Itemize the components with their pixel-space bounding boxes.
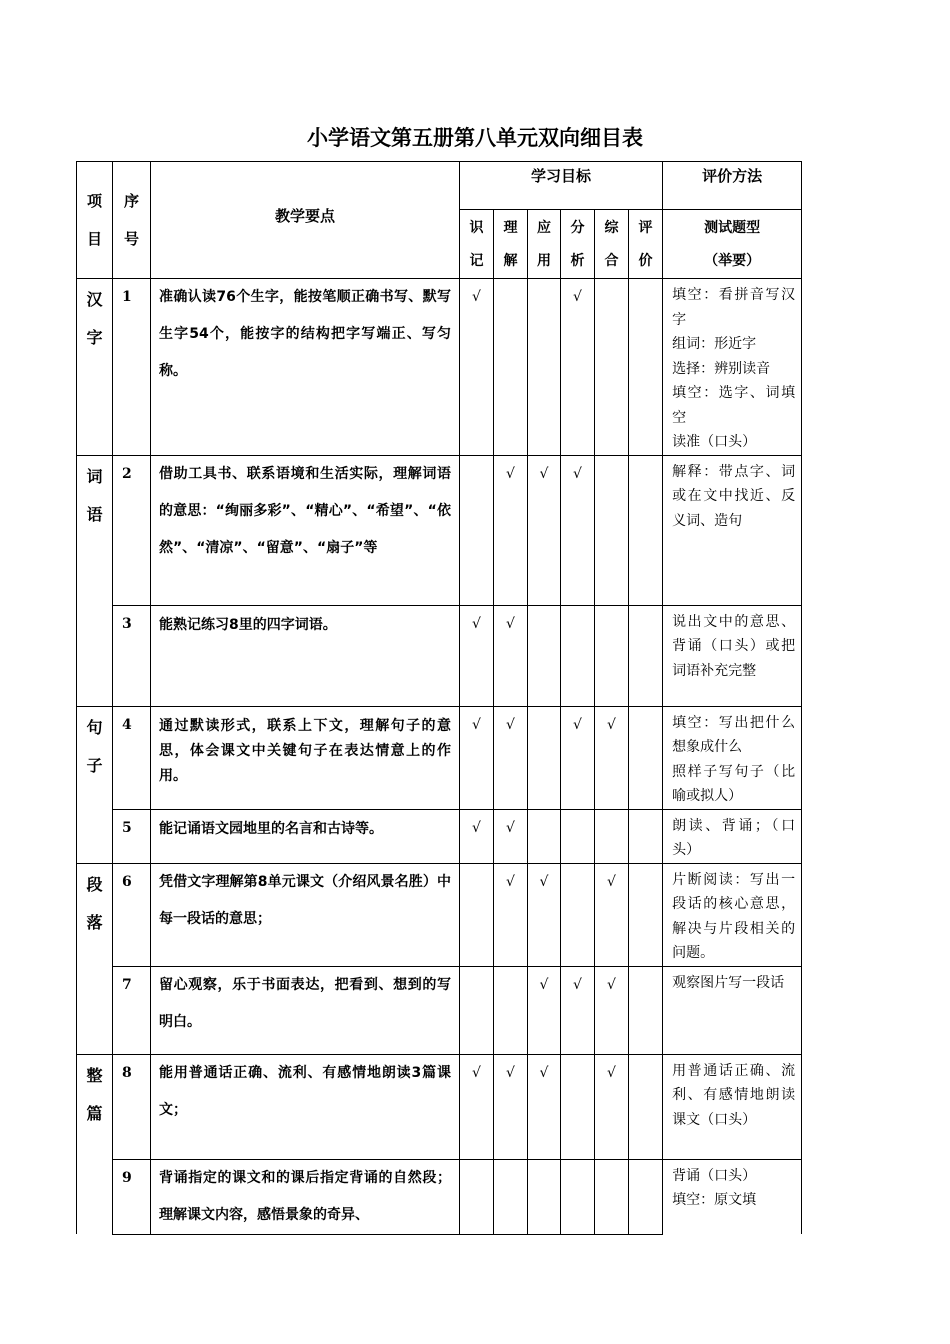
method-line: 填空：写出把什么想象成什么 bbox=[672, 714, 796, 755]
check-cell bbox=[460, 455, 494, 605]
row-seq: 8 bbox=[113, 1054, 151, 1159]
check-cell bbox=[528, 706, 561, 809]
row-point: 能记诵语文园地里的名言和古诗等。 bbox=[151, 809, 460, 863]
check-mark-icon: √ bbox=[573, 465, 582, 482]
check-mark-icon: √ bbox=[472, 716, 481, 733]
check-mark-icon: √ bbox=[472, 1064, 481, 1081]
goal-col-apply: 应 用 bbox=[528, 210, 561, 279]
method-line: 填空：看拼音写汉字 bbox=[672, 287, 796, 328]
method-line: 填空：原文填 bbox=[672, 1192, 757, 1208]
check-cell bbox=[561, 1159, 595, 1234]
row-seq: 4 bbox=[113, 706, 151, 809]
check-cell bbox=[528, 1054, 561, 1159]
row-seq: 1 bbox=[113, 279, 151, 456]
check-mark-icon: √ bbox=[607, 1064, 616, 1081]
table-row bbox=[77, 809, 802, 863]
check-cell bbox=[494, 455, 528, 605]
check-mark-icon: √ bbox=[539, 873, 549, 890]
method-line: 读准（口头） bbox=[672, 434, 757, 450]
check-cell bbox=[494, 809, 528, 863]
method-line: 用普通话正确、流利、有感情地朗读课文（口头） bbox=[672, 1062, 796, 1128]
check-cell bbox=[595, 966, 629, 1054]
table-row bbox=[77, 966, 802, 1054]
table-row bbox=[77, 1054, 802, 1159]
method-line: 解释：带点字、词或在文中找近、反义词、造句 bbox=[672, 463, 796, 529]
check-mark-icon: √ bbox=[607, 873, 616, 890]
goal-col-understand: 理 解 bbox=[494, 210, 528, 279]
table-row bbox=[77, 863, 802, 966]
row-method bbox=[663, 706, 802, 809]
check-mark-icon: √ bbox=[472, 289, 481, 305]
check-cell bbox=[595, 1159, 629, 1234]
check-cell bbox=[595, 706, 629, 809]
category-juzi: 句 子 bbox=[77, 706, 113, 863]
check-mark-icon: √ bbox=[539, 465, 549, 482]
check-cell bbox=[561, 863, 595, 966]
check-cell bbox=[561, 455, 595, 605]
check-cell bbox=[528, 455, 561, 605]
check-cell bbox=[528, 966, 561, 1054]
check-mark-icon: √ bbox=[506, 873, 515, 890]
check-cell bbox=[561, 706, 595, 809]
category-ciyu: 词 语 bbox=[77, 455, 113, 706]
method-line: 朗读、背诵；（口头） bbox=[672, 817, 796, 858]
check-mark-icon: √ bbox=[472, 819, 481, 836]
outline-table bbox=[76, 161, 802, 1235]
category-zhengpian: 整 篇 bbox=[77, 1054, 113, 1234]
row-seq: 9 bbox=[113, 1159, 151, 1234]
method-line: 说出文中的意思、背诵（口头）或把词语补充完整 bbox=[672, 613, 796, 679]
row-seq: 3 bbox=[113, 605, 151, 706]
row-seq: 6 bbox=[113, 863, 151, 966]
row-method bbox=[663, 605, 802, 706]
table-row bbox=[77, 1159, 802, 1234]
table-row bbox=[77, 605, 802, 706]
check-mark-icon: √ bbox=[506, 716, 515, 733]
check-cell bbox=[629, 279, 663, 456]
check-mark-icon: √ bbox=[573, 289, 582, 305]
check-cell bbox=[494, 966, 528, 1054]
row-method bbox=[663, 966, 802, 1054]
row-point: 凭借文字理解第8单元课文（介绍风景名胜）中每一段话的意思； bbox=[151, 863, 460, 966]
check-cell bbox=[460, 1054, 494, 1159]
row-method bbox=[663, 1159, 802, 1234]
row-method bbox=[663, 455, 802, 605]
row-point: 留心观察，乐于书面表达，把看到、想到的写明白。 bbox=[151, 966, 460, 1054]
row-point: 准确认读76个生字，能按笔顺正确书写、默写生字54个，能按字的结构把字写端正、写匀称。 bbox=[151, 279, 460, 456]
header-test-type: 测试题型 （举要） bbox=[663, 210, 802, 279]
check-cell bbox=[494, 1159, 528, 1234]
row-point: 背诵指定的课文和的课后指定背诵的自然段；理解课文内容，感悟景象的奇异、 bbox=[151, 1159, 460, 1234]
check-mark-icon: √ bbox=[539, 1064, 549, 1081]
table-row bbox=[77, 706, 802, 809]
check-cell bbox=[528, 1159, 561, 1234]
check-cell bbox=[629, 863, 663, 966]
check-cell bbox=[561, 1054, 595, 1159]
header-item: 项 目 bbox=[77, 162, 113, 279]
check-cell bbox=[561, 279, 595, 456]
check-cell bbox=[494, 706, 528, 809]
table-row bbox=[77, 279, 802, 456]
method-line: 照样子写句子（比喻或拟人） bbox=[672, 763, 796, 804]
check-cell bbox=[629, 966, 663, 1054]
check-cell bbox=[494, 605, 528, 706]
row-method bbox=[663, 863, 802, 966]
row-point: 通过默读形式，联系上下文，理解句子的意思，体会课文中关键句子在表达情意上的作用。 bbox=[151, 706, 460, 809]
check-mark-icon: √ bbox=[573, 716, 582, 733]
row-method bbox=[663, 1054, 802, 1159]
check-cell bbox=[595, 809, 629, 863]
check-cell bbox=[595, 605, 629, 706]
check-cell bbox=[528, 279, 561, 456]
goal-col-evaluate: 评 价 bbox=[629, 210, 663, 279]
check-cell bbox=[460, 706, 494, 809]
check-mark-icon: √ bbox=[573, 976, 582, 993]
check-cell bbox=[595, 863, 629, 966]
check-cell bbox=[595, 1054, 629, 1159]
check-cell bbox=[460, 809, 494, 863]
check-cell bbox=[528, 809, 561, 863]
check-mark-icon: √ bbox=[506, 465, 515, 482]
check-cell bbox=[561, 809, 595, 863]
check-cell bbox=[460, 863, 494, 966]
check-cell bbox=[629, 605, 663, 706]
check-mark-icon: √ bbox=[506, 819, 515, 836]
check-cell bbox=[528, 605, 561, 706]
check-cell bbox=[561, 966, 595, 1054]
table-row bbox=[77, 455, 802, 605]
check-cell bbox=[629, 1054, 663, 1159]
header-key-points: 教学要点 bbox=[151, 162, 460, 279]
row-method bbox=[663, 809, 802, 863]
goal-col-analyze: 分 析 bbox=[561, 210, 595, 279]
row-seq: 7 bbox=[113, 966, 151, 1054]
check-cell bbox=[460, 279, 494, 456]
row-point: 能用普通话正确、流利、有感情地朗读3篇课文； bbox=[151, 1054, 460, 1159]
method-line: 观察图片写一段话 bbox=[672, 974, 785, 991]
category-duanluo: 段 落 bbox=[77, 863, 113, 1054]
check-mark-icon: √ bbox=[607, 716, 616, 733]
header-seq: 序 号 bbox=[113, 162, 151, 279]
row-seq: 5 bbox=[113, 809, 151, 863]
header-eval: 评价方法 bbox=[663, 162, 802, 210]
check-cell bbox=[629, 706, 663, 809]
method-line: 片断阅读：写出一段话的核心意思，解决与片段相关的问题。 bbox=[672, 871, 796, 961]
method-line: 背诵（口头） bbox=[672, 1167, 757, 1184]
check-cell bbox=[595, 455, 629, 605]
check-cell bbox=[629, 1159, 663, 1234]
check-cell bbox=[460, 1159, 494, 1234]
check-cell bbox=[460, 605, 494, 706]
check-cell bbox=[494, 1054, 528, 1159]
row-method bbox=[663, 279, 802, 456]
header-goals: 学习目标 bbox=[460, 162, 663, 210]
check-cell bbox=[629, 809, 663, 863]
check-mark-icon: √ bbox=[539, 976, 549, 993]
row-point: 借助工具书、联系语境和生活实际，理解词语的意思：“绚丽多彩”、“精心”、“希望”、“依然”、“清凉”、“留意”、“扇子”等 bbox=[151, 455, 460, 605]
row-point: 能熟记练习8里的四字词语。 bbox=[151, 605, 460, 706]
check-cell bbox=[494, 279, 528, 456]
check-cell bbox=[595, 279, 629, 456]
method-line: 填空：选字、词填空 bbox=[672, 385, 796, 426]
check-mark-icon: √ bbox=[506, 615, 515, 632]
method-line: 组词：形近字 bbox=[672, 336, 757, 352]
check-cell bbox=[629, 455, 663, 605]
check-mark-icon: √ bbox=[607, 976, 616, 993]
check-mark-icon: √ bbox=[472, 615, 481, 632]
check-mark-icon: √ bbox=[506, 1064, 515, 1081]
method-line: 选择：辨别读音 bbox=[672, 360, 771, 377]
check-cell bbox=[561, 605, 595, 706]
goal-col-synthesize: 综 合 bbox=[595, 210, 629, 279]
row-seq: 2 bbox=[113, 455, 151, 605]
goal-col-recall: 识 记 bbox=[460, 210, 494, 279]
page-title: 小学语文第五册第八单元双向细目表 bbox=[307, 126, 643, 150]
check-cell bbox=[460, 966, 494, 1054]
check-cell bbox=[494, 863, 528, 966]
category-hanzi: 汉 字 bbox=[77, 279, 113, 456]
check-cell bbox=[528, 863, 561, 966]
